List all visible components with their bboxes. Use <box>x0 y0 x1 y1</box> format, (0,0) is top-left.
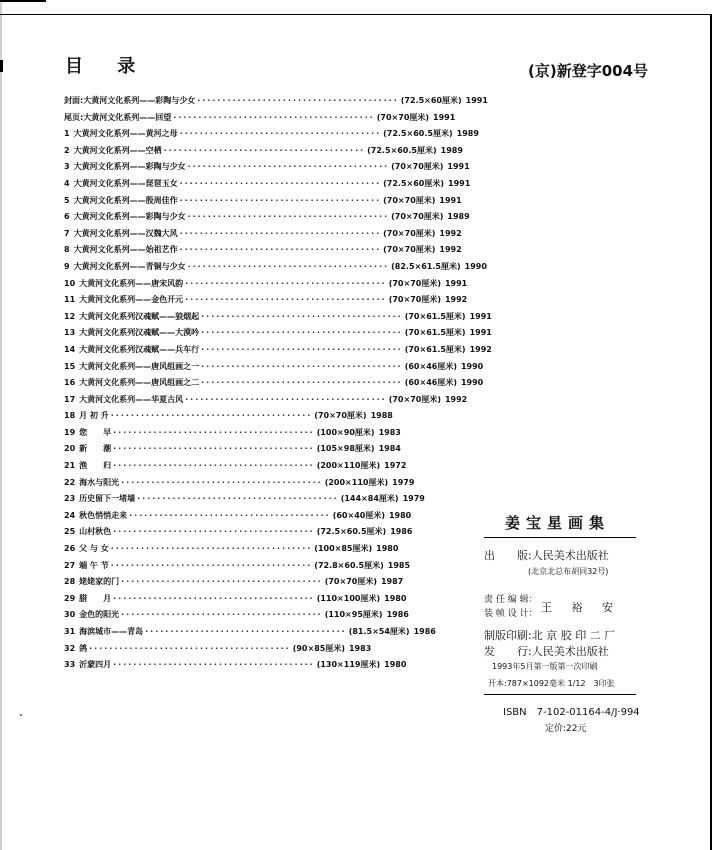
publisher-address: (北京北总布胡同32号) <box>528 567 609 576</box>
toc-title: 大黄河文化系列汉魂赋——兵车行 <box>79 344 200 354</box>
toc-year: 1991 <box>433 112 456 122</box>
toc-title: 大黄河文化系列——空栖 <box>73 145 162 155</box>
toc-year: 1979 <box>402 494 425 504</box>
toc-title: 沂蒙四月 <box>79 660 112 670</box>
toc-size: (100×90厘米) <box>316 427 375 437</box>
toc-size: (82.5×61.5厘米) <box>391 261 461 271</box>
toc-size: (70×61.5厘米) <box>404 344 466 354</box>
toc-size: (72.5×60.5厘米) <box>383 129 453 139</box>
toc-leader-dots: ········································ <box>113 461 315 471</box>
toc-year: 1992 <box>469 344 492 354</box>
toc-size: (72.5×60.5厘米) <box>316 527 387 537</box>
toc-year: 1991 <box>465 96 488 105</box>
toc-row <box>64 408 393 425</box>
toc-number: 5 <box>64 195 70 205</box>
toc-row <box>64 441 401 458</box>
toc-year: 1991 <box>448 178 471 188</box>
toc-row <box>64 292 468 309</box>
toc-year: 1986 <box>390 527 413 537</box>
toc-row <box>64 607 409 624</box>
toc-row <box>64 624 436 641</box>
toc-leader-dots: ········································ <box>179 129 382 139</box>
toc-number: 27 <box>64 560 76 570</box>
toc-number: 12 <box>64 311 76 321</box>
toc-row <box>64 93 488 110</box>
toc-title: 金色的阳光 <box>79 610 120 620</box>
toc-leader-dots: ········································ <box>179 178 382 188</box>
toc-title: 大黄河文化系列——青铜与少女 <box>73 261 186 271</box>
toc-size: (70×70厘米) <box>388 278 441 288</box>
toc-row <box>64 641 372 658</box>
toc-number: 26 <box>64 544 76 554</box>
toc-title: 历史留下一堵墙 <box>79 494 136 504</box>
toc-title: 大黄河文化系列——唐风组画之一 <box>79 361 200 371</box>
toc-leader-dots: ········································ <box>201 311 403 321</box>
toc-size: (70×70厘米) <box>314 411 367 421</box>
toc-number: 7 <box>64 228 70 238</box>
toc-size: (110×95厘米) <box>324 610 383 620</box>
toc-number: 25 <box>64 527 76 537</box>
toc-leader-dots: ········································ <box>185 394 387 404</box>
toc-leader-dots: ········································ <box>197 96 399 105</box>
toc-size: (70×70厘米) <box>383 228 436 238</box>
left-margin-mark <box>0 60 3 72</box>
toc-year: 1980 <box>384 593 407 603</box>
page-heading: 目 录 <box>65 56 150 77</box>
toc-row <box>64 259 487 276</box>
toc-size: (144×84厘米) <box>340 494 399 504</box>
toc-row <box>64 126 479 143</box>
toc-size: (70×70厘米) <box>383 195 436 205</box>
toc-title: 大黄河文化系列——华夏古风 <box>79 394 184 404</box>
toc-row <box>64 143 463 160</box>
toc-title: 大黄河文化系列——彩陶与少女 <box>73 212 186 222</box>
toc-size: (70×70厘米) <box>388 394 441 404</box>
toc-year: 1980 <box>388 510 412 520</box>
toc-year: 1972 <box>384 461 407 471</box>
toc-title: 鸽 <box>79 643 88 653</box>
toc-size: (72.5×60.5厘米) <box>367 145 437 155</box>
toc-year: 1990 <box>460 361 484 371</box>
toc-year: 1990 <box>460 378 484 388</box>
toc-row <box>64 558 411 575</box>
toc-leader-dots: ········································ <box>179 245 382 255</box>
toc-number: 3 <box>64 162 70 172</box>
toc-row <box>64 425 401 442</box>
toc-leader-dots: ········································ <box>89 643 291 653</box>
toc-year: 1989 <box>456 129 479 139</box>
toc-leader-dots: ········································ <box>187 261 390 271</box>
toc-title: 大黄河文化系列——始祖艺作 <box>73 245 178 255</box>
toc-leader-dots: ········································ <box>187 162 390 172</box>
toc-title: 姥姥家的门 <box>79 577 120 587</box>
format-line: 开本:787×1092毫米 1/12 3印张 <box>488 679 615 688</box>
toc-year: 1992 <box>444 394 468 404</box>
toc-leader-dots: ········································ <box>163 145 366 155</box>
toc-title: 山村秋色 <box>79 527 112 537</box>
toc-number: 9 <box>64 261 70 271</box>
top-left-bar <box>0 0 46 2</box>
toc-size: (70×70厘米) <box>388 295 441 305</box>
toc-row <box>64 591 407 608</box>
toc-leader-dots: ········································ <box>121 610 323 620</box>
toc-year: 1986 <box>386 610 409 620</box>
toc-year: 1989 <box>440 145 463 155</box>
publisher-line: 出 版:人民美术出版社 <box>484 549 609 562</box>
toc-number: 1 <box>64 129 70 139</box>
toc-size: (110×100厘米) <box>316 593 381 603</box>
distributor-line: 发 行:人民美术出版社 <box>484 645 609 658</box>
toc-row <box>64 242 462 259</box>
toc-row <box>64 325 492 342</box>
toc-size: (72.5×60厘米) <box>400 96 462 105</box>
toc-size: (100×85厘米) <box>314 544 373 554</box>
toc-number: 16 <box>64 378 76 388</box>
toc-number: 15 <box>64 361 76 371</box>
toc-year: 1986 <box>413 627 436 636</box>
toc-row <box>64 574 404 591</box>
toc-leader-dots: ········································ <box>113 444 315 454</box>
toc-title: 大黄河文化系列汉魂赋——大漠吟 <box>79 328 200 338</box>
toc-row <box>64 159 470 176</box>
toc-row <box>64 110 456 127</box>
margin-dot <box>20 714 22 716</box>
toc-number: 19 <box>64 427 76 437</box>
toc-title: 大黄河文化系列——黄河之母 <box>73 129 178 139</box>
toc-year: 1992 <box>439 245 462 255</box>
toc-title: 大黄河文化系列——殷周佳作 <box>73 195 178 205</box>
toc-row <box>64 226 462 243</box>
toc-year: 1992 <box>439 228 462 238</box>
toc-row <box>64 508 412 525</box>
toc-leader-dots: ········································ <box>113 527 315 537</box>
toc-year: 1991 <box>444 278 468 288</box>
toc-row <box>64 359 484 376</box>
toc-size: (81.5×54厘米) <box>348 627 410 636</box>
toc-title: 大黄河文化系列——汉魏大风 <box>73 228 178 238</box>
toc-year: 1992 <box>444 295 468 305</box>
page-right-edge <box>710 14 712 850</box>
toc-leader-dots: ········································ <box>179 228 382 238</box>
toc-row <box>64 458 407 475</box>
toc-leader-dots: ········································ <box>185 278 387 288</box>
toc-year: 1991 <box>469 328 492 338</box>
toc-number: 17 <box>64 394 76 404</box>
toc-leader-dots: ········································ <box>179 195 382 205</box>
toc-title: 月 初 升 <box>79 411 109 421</box>
toc-size: (70×70厘米) <box>383 245 436 255</box>
toc-number: 29 <box>64 593 76 603</box>
toc-row <box>64 309 492 326</box>
toc-title: 您 早 <box>79 427 112 437</box>
toc-row <box>64 176 471 193</box>
toc-number: 24 <box>64 510 76 520</box>
toc-size: (90×85厘米) <box>292 643 345 653</box>
toc-leader-dots: ········································ <box>121 577 323 587</box>
toc-size: (105×98厘米) <box>316 444 375 454</box>
toc-size: (72.5×60厘米) <box>383 178 445 188</box>
toc-row <box>64 475 415 492</box>
registration-number: (京)新登字004号 <box>528 62 649 80</box>
toc-number: 封面: <box>64 96 84 105</box>
toc-number: 32 <box>64 643 76 653</box>
toc-row <box>64 342 492 359</box>
toc-leader-dots: ········································ <box>110 560 313 570</box>
toc-leader-dots: ········································ <box>129 510 331 520</box>
edition-line: 1993年5月第一版第一次印刷 <box>492 662 598 671</box>
toc-title: 大黄河文化系列——金色开元 <box>79 295 184 305</box>
top-rule <box>0 14 710 15</box>
toc-number: 10 <box>64 278 76 288</box>
toc-row <box>64 375 484 392</box>
toc-size: (70×70厘米) <box>391 212 444 222</box>
toc-size: (200×110厘米) <box>316 461 381 471</box>
toc-size: (130×119厘米) <box>316 660 381 670</box>
toc-leader-dots: ········································ <box>113 427 315 437</box>
toc-size: (70×70厘米) <box>391 162 444 172</box>
toc-row <box>64 392 468 409</box>
colophon-rule-top <box>484 537 636 538</box>
toc-number: 尾页: <box>64 112 84 122</box>
toc-year: 1980 <box>384 660 407 670</box>
toc-number: 18 <box>64 411 76 421</box>
toc-year: 1985 <box>387 560 411 570</box>
toc-year: 1987 <box>380 577 404 587</box>
toc-row <box>64 491 425 508</box>
toc-size: (70×61.5厘米) <box>404 328 466 338</box>
toc-number: 2 <box>64 145 70 155</box>
toc-year: 1991 <box>447 162 470 172</box>
editor-label: 责 任 编 辑： <box>484 595 538 605</box>
toc-leader-dots: ········································ <box>113 593 315 603</box>
toc-number: 23 <box>64 494 76 504</box>
table-of-contents <box>64 93 492 674</box>
toc-number: 4 <box>64 178 70 188</box>
toc-size: (60×46厘米) <box>404 361 457 371</box>
toc-row <box>64 276 468 293</box>
toc-number: 14 <box>64 344 76 354</box>
toc-leader-dots: ········································ <box>145 627 347 636</box>
toc-row <box>64 657 407 674</box>
toc-year: 1988 <box>370 411 393 421</box>
toc-size: (60×46厘米) <box>404 378 457 388</box>
toc-leader-dots: ········································ <box>110 411 313 421</box>
toc-leader-dots: ········································ <box>201 378 403 388</box>
toc-title: 大黄河文化系列——彩陶与少女 <box>83 96 196 105</box>
staff-name: 王 裕 安 <box>541 601 621 614</box>
toc-title: 大黄河文化系列汉魂赋——狼烟起 <box>79 311 200 321</box>
designer-label: 装 帧 设 计： <box>484 609 538 619</box>
toc-year: 1991 <box>469 311 492 321</box>
toc-number: 20 <box>64 444 76 454</box>
toc-leader-dots: ········································ <box>137 494 339 504</box>
toc-number: 21 <box>64 461 76 471</box>
toc-title: 渔 归 <box>79 461 112 471</box>
toc-title: 海滨城市——青岛 <box>79 627 144 636</box>
isbn: ISBN 7-102-01164-4/J·994 <box>503 707 640 718</box>
toc-leader-dots: ········································ <box>201 344 403 354</box>
toc-row <box>64 209 470 226</box>
toc-row <box>64 193 462 210</box>
toc-year: 1983 <box>378 427 401 437</box>
toc-title: 腊 月 <box>79 593 112 603</box>
toc-number: 11 <box>64 295 76 305</box>
toc-title: 大黄河文化系列——回望 <box>83 112 172 122</box>
toc-size: (200×110厘米) <box>324 477 389 487</box>
toc-title: 秋色悄悄走来 <box>79 510 128 520</box>
toc-number: 8 <box>64 245 70 255</box>
toc-year: 1989 <box>447 212 470 222</box>
colophon-rule-bottom <box>484 694 636 695</box>
toc-number: 13 <box>64 328 76 338</box>
price: 定价:22元 <box>545 724 587 734</box>
toc-leader-dots: ········································ <box>110 544 313 554</box>
toc-number: 22 <box>64 477 76 487</box>
toc-size: (70×61.5厘米) <box>404 311 466 321</box>
toc-year: 1991 <box>439 195 462 205</box>
toc-row <box>64 524 413 541</box>
staff-labels <box>484 593 538 621</box>
toc-number: 31 <box>64 627 76 636</box>
toc-title: 大黄河文化系列——琵琶玉女 <box>73 178 178 188</box>
toc-leader-dots: ········································ <box>185 295 387 305</box>
toc-leader-dots: ········································ <box>113 660 315 670</box>
toc-size: (72.8×60.5厘米) <box>314 560 384 570</box>
toc-title: 端 午 节 <box>79 560 109 570</box>
toc-year: 1984 <box>378 444 401 454</box>
toc-number: 6 <box>64 212 70 222</box>
toc-title: 父 与 女 <box>79 544 109 554</box>
toc-size: (70×70厘米) <box>376 112 430 122</box>
toc-leader-dots: ········································ <box>201 361 403 371</box>
book-title: 姜宝星画集 <box>505 514 611 532</box>
page-left-edge <box>0 0 2 850</box>
toc-leader-dots: ········································ <box>121 477 323 487</box>
toc-year: 1979 <box>392 477 415 487</box>
toc-size: (60×40厘米) <box>332 510 385 520</box>
toc-title: 大黄河文化系列——彩陶与少女 <box>73 162 186 172</box>
toc-title: 新 潮 <box>79 444 112 454</box>
toc-number: 28 <box>64 577 76 587</box>
toc-title: 大黄河文化系列——唐宋风韵 <box>79 278 184 288</box>
printer-line: 制版印刷:北 京 胶 印 二 厂 <box>484 629 616 642</box>
toc-row <box>64 541 399 558</box>
toc-leader-dots: ········································ <box>187 212 390 222</box>
toc-title: 海水与阳光 <box>79 477 120 487</box>
toc-year: 1983 <box>348 643 372 653</box>
toc-leader-dots: ········································ <box>173 112 375 122</box>
toc-number: 33 <box>64 660 76 670</box>
toc-year: 1980 <box>376 544 399 554</box>
toc-leader-dots: ········································ <box>201 328 403 338</box>
toc-year: 1990 <box>464 261 487 271</box>
toc-number: 30 <box>64 610 76 620</box>
toc-size: (70×70厘米) <box>324 577 377 587</box>
toc-title: 大黄河文化系列——唐风组画之二 <box>79 378 200 388</box>
